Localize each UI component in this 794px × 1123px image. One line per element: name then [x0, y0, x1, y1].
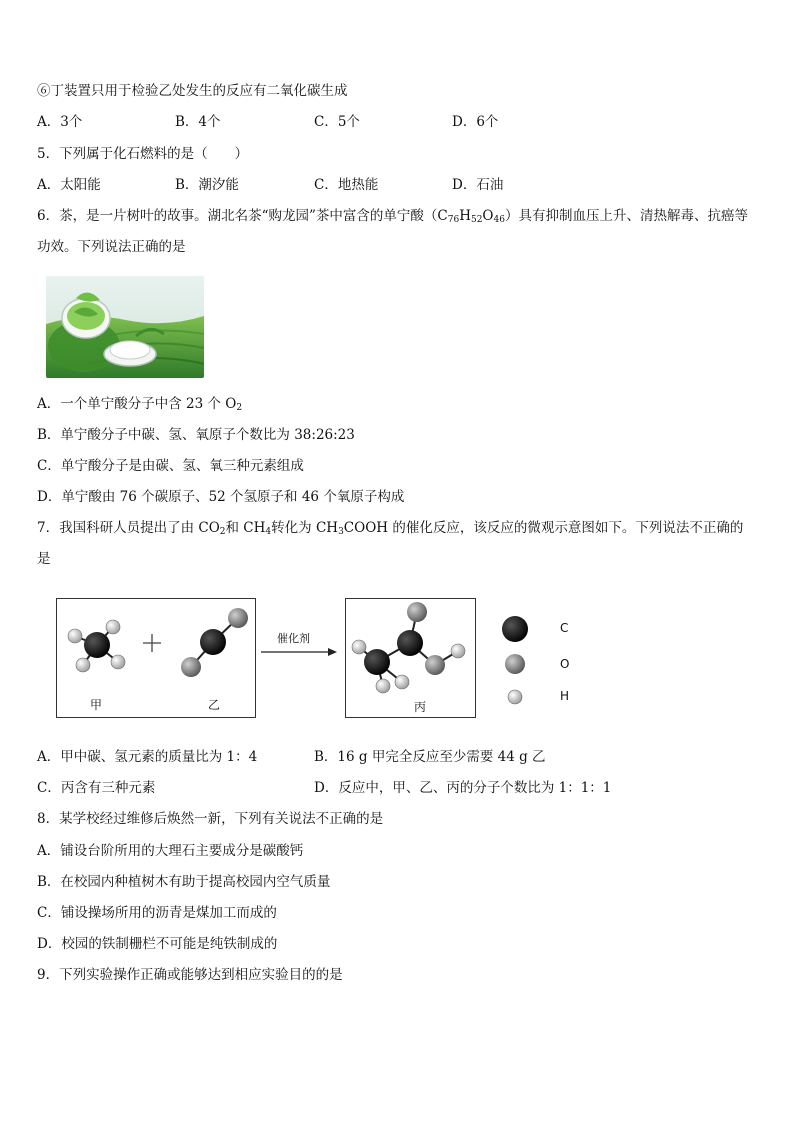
q6-option-d: D．单宁酸由 76 个碳原子、52 个氢原子和 46 个氧原子构成 — [37, 489, 405, 505]
carbon-dioxide-molecule — [181, 608, 248, 677]
label-yi: 乙 — [208, 698, 221, 712]
label-bing: 丙 — [414, 700, 427, 714]
q4-item-6: ⑥丁装置只用于检验乙处发生的反应有二氧化碳生成 — [37, 83, 348, 99]
q6-stem: 6．茶，是一片树叶的故事。湖北名茶“购龙园”茶中富含的单宁酸$(C_{76}H_{52}O_{46})$具有抑制血压上升、清热解毒、抗癌等 — [37, 208, 748, 225]
q8-option-c: C．铺设操场所用的沥青是煤加工而成的 — [37, 905, 277, 921]
q9-stem: 9．下列实验操作正确或能够达到相应实验目的的是 — [37, 967, 343, 983]
q6-stem-line2: 功效。下列说法正确的是 — [37, 239, 186, 255]
tea-cup-illustration — [46, 276, 204, 378]
q8-stem: 8．某学校经过维修后焕然一新，下列有关说法不正确的是 — [37, 811, 384, 827]
q7-option-a: A．甲中碳、氢元素的质量比为 1：4 — [37, 749, 258, 765]
tea-image — [46, 276, 204, 378]
q5-option-a: A．太阳能 — [37, 177, 101, 193]
q5-option-b: B．潮汐能 — [175, 177, 239, 193]
legend-carbon-ball — [502, 616, 528, 642]
q7-stem: 7．我国科研人员提出了由 $CO_2$和 $CH_4$转化为 $CH_3COOH$ 的催化反应，该反应的微观示意图如下。下列说法不正确的 — [37, 520, 744, 537]
molecule-drawing — [0, 590, 794, 730]
label-jia: 甲 — [90, 698, 103, 712]
methane-molecule — [68, 620, 125, 672]
q5-option-c: C．地热能 — [314, 177, 379, 193]
acetic-acid-molecule — [352, 602, 465, 693]
q7-option-b: B．16 g 甲完全反应至少需要 44 g 乙 — [314, 749, 546, 765]
legend-label-h: H — [560, 689, 570, 703]
q7-option-d: D．反应中，甲、乙、丙的分子个数比为 1：1：1 — [314, 780, 612, 796]
q8-option-d: D．校园的铁制栅栏不可能是纯铁制成的 — [37, 936, 278, 952]
q4-option-b: B．4个 — [175, 114, 221, 130]
legend-label-c: C — [560, 621, 569, 635]
q7-stem-line2: 是 — [37, 551, 51, 567]
legend-oxygen-ball — [505, 654, 525, 674]
legend-hydrogen-ball — [508, 690, 522, 704]
q8-option-a: A．铺设台阶所用的大理石主要成分是碳酸钙 — [37, 843, 304, 859]
reaction-diagram — [0, 590, 794, 730]
q4-option-d: D．6个 — [452, 114, 499, 130]
q8-option-b: B．在校园内种植树木有助于提高校园内空气质量 — [37, 874, 331, 890]
q5-option-d: D．石油 — [452, 177, 504, 193]
q4-option-a: A．3个 — [37, 114, 83, 130]
legend-label-o: O — [560, 657, 570, 671]
q7-option-c: C．丙含有三种元素 — [37, 780, 156, 796]
q4-option-c: C．5个 — [314, 114, 360, 130]
label-catalyst: 催化剂 — [277, 632, 310, 645]
q5-stem: 5．下列属于化石燃料的是（ ） — [37, 146, 249, 162]
q6-option-b: B．单宁酸分子中碳、氢、氧原子个数比为 38:26:23 — [37, 427, 355, 443]
q6-option-c: C．单宁酸分子是由碳、氢、氧三种元素组成 — [37, 458, 304, 474]
q6-option-a: A．一个单宁酸分子中含 23 个 $O_2$ — [37, 396, 243, 413]
